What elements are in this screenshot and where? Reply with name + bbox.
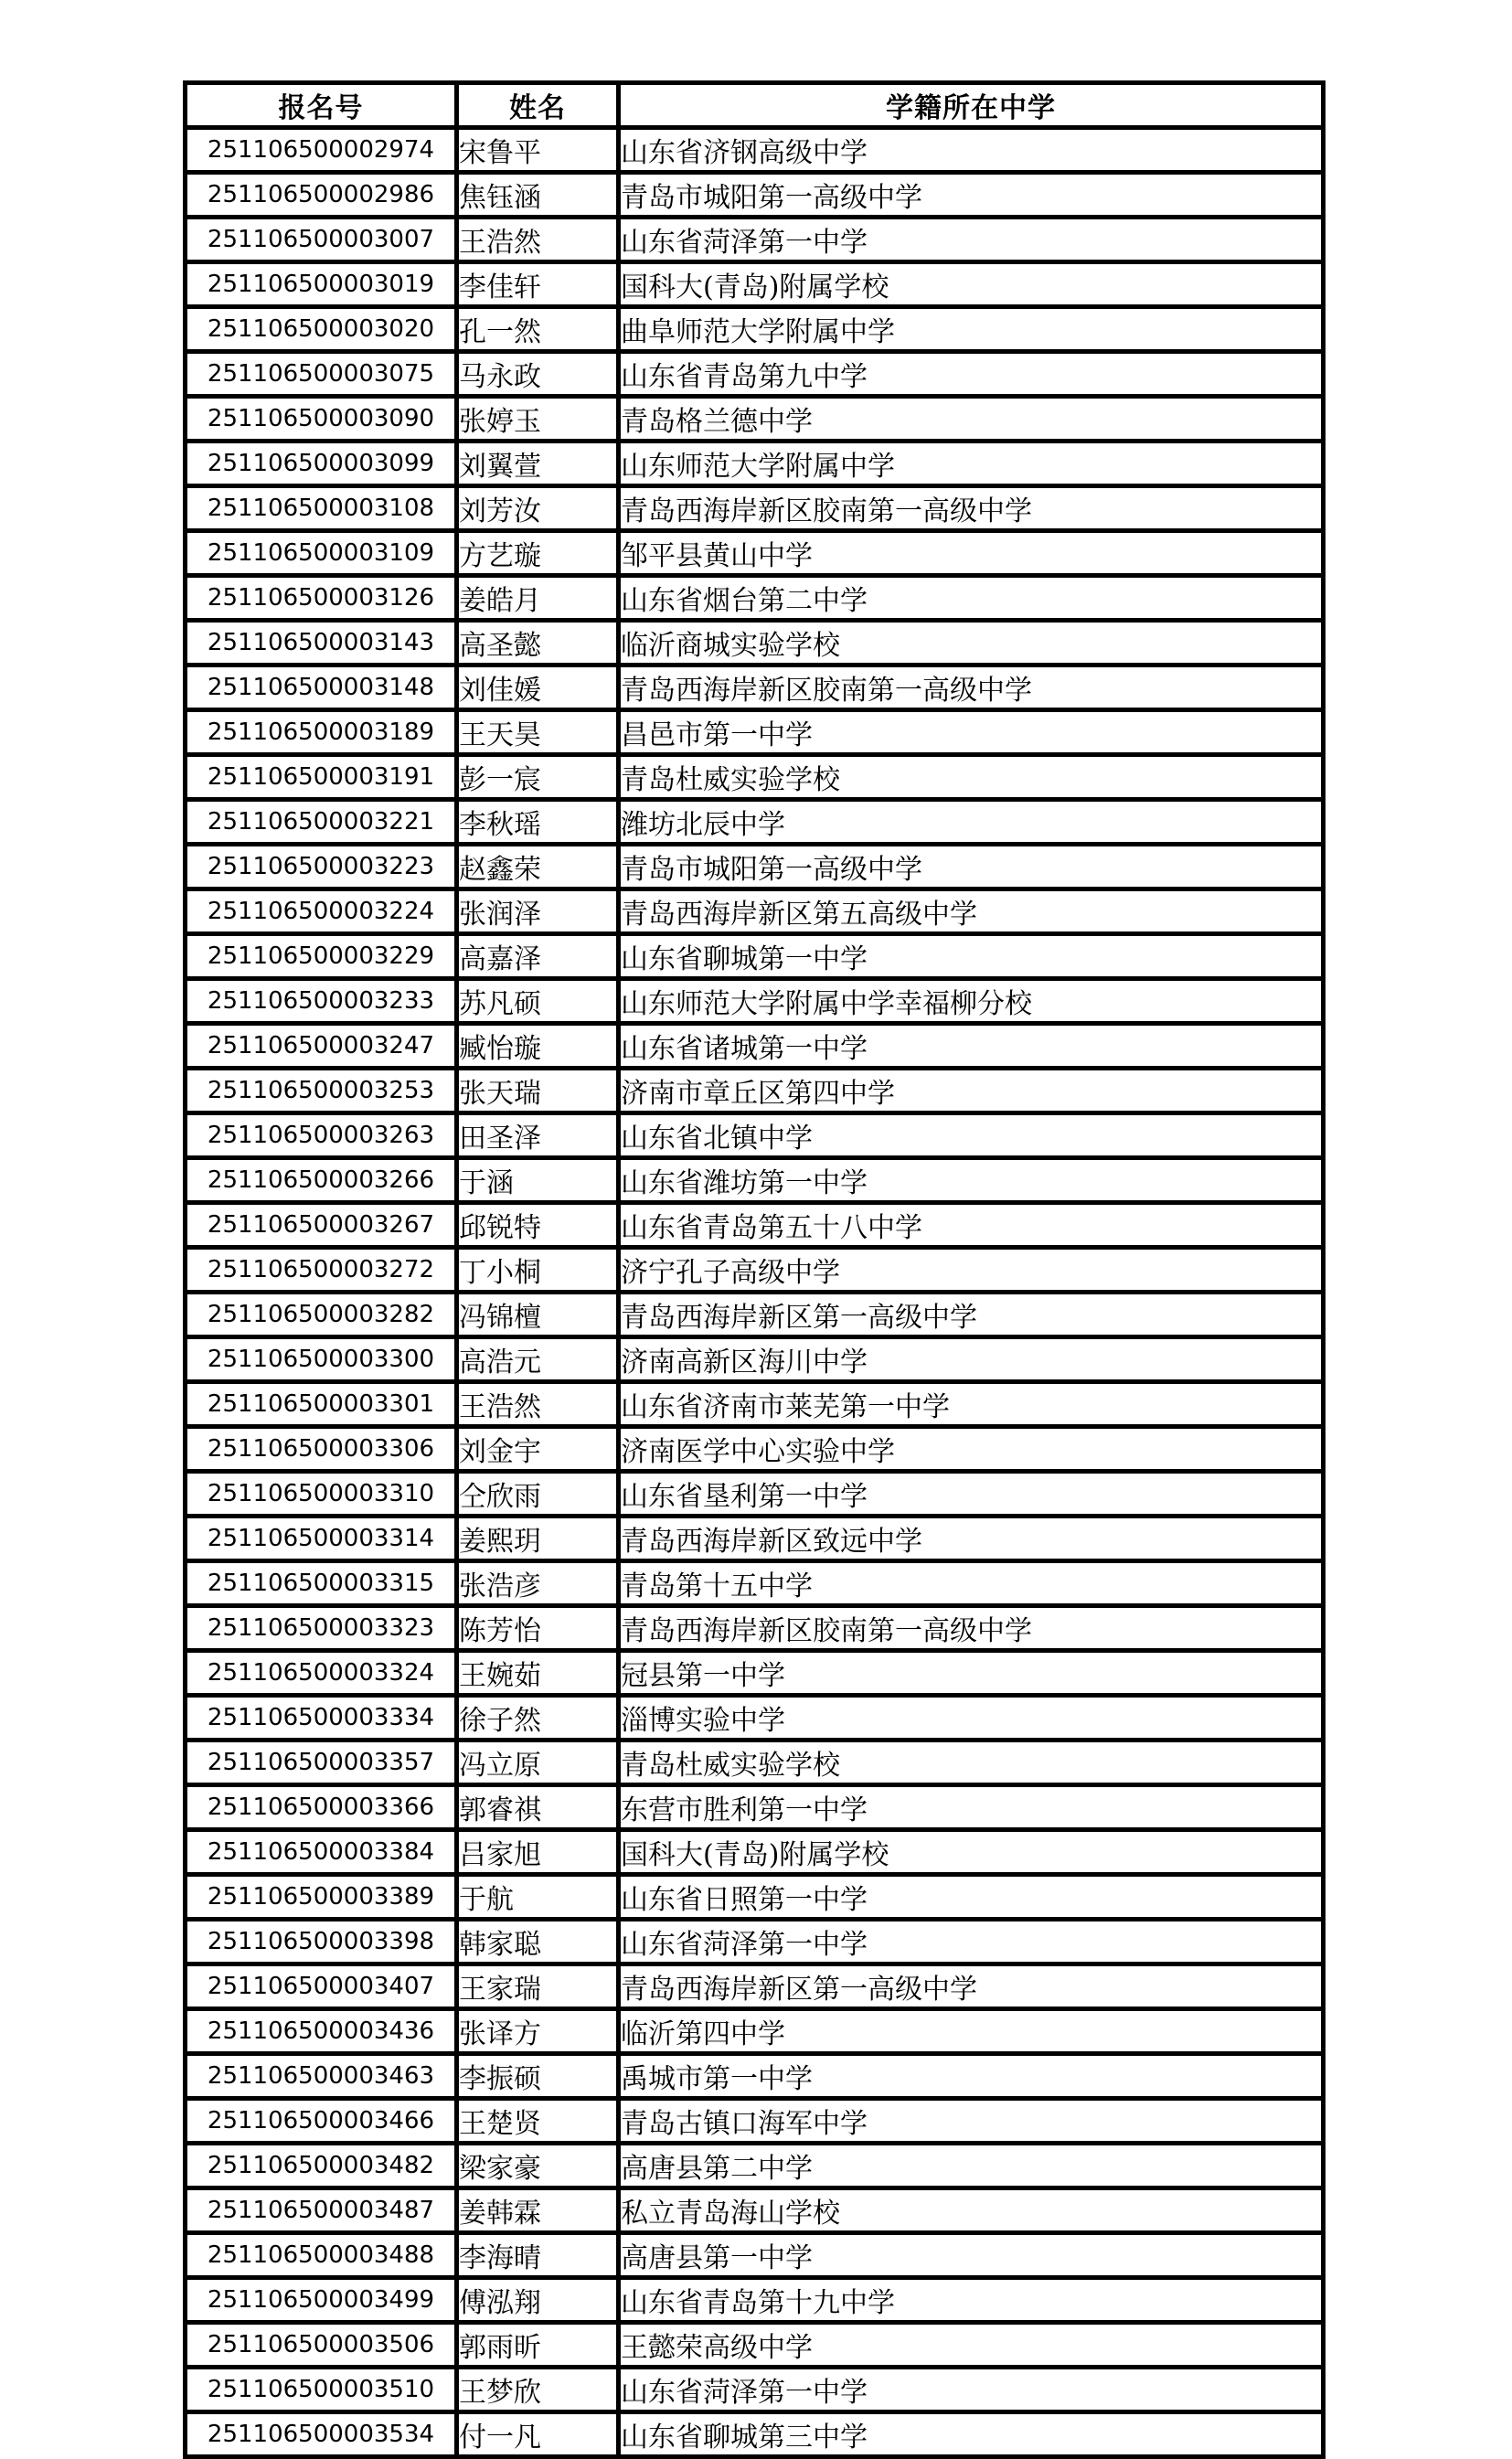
student-name-cell: 李佳轩: [457, 262, 619, 307]
table-row: [186, 1651, 1324, 1696]
table-row: [186, 1561, 1324, 1606]
school-cell: 山东省济南市莱芜第一中学: [619, 1382, 1324, 1427]
table-row: [186, 710, 1324, 755]
table-row: [186, 1696, 1324, 1740]
school-cell: 济南医学中心实验中学: [619, 1427, 1324, 1472]
student-name-cell: 李振硕: [457, 2054, 619, 2099]
table-row: [186, 1964, 1324, 2009]
table-row: [186, 1830, 1324, 1875]
student-name-cell: 姜韩霖: [457, 2188, 619, 2233]
registration-number-cell: 251106500003389: [186, 1875, 457, 1920]
table-row: [186, 352, 1324, 397]
student-name-cell: 陈芳怡: [457, 1606, 619, 1651]
registration-number-cell: 251106500003007: [186, 218, 457, 262]
table-row: [186, 1158, 1324, 1203]
table-row: [186, 2054, 1324, 2099]
school-cell: 青岛西海岸新区胶南第一高级中学: [619, 1606, 1324, 1651]
student-name-cell: 马永政: [457, 352, 619, 397]
table-row: [186, 307, 1324, 352]
table-row: [186, 2099, 1324, 2144]
registration-number-cell: 251106500003506: [186, 2323, 457, 2368]
student-name-cell: 仝欣雨: [457, 1472, 619, 1517]
registration-number-cell: 251106500003534: [186, 2412, 457, 2457]
registration-number-cell: 251106500003300: [186, 1337, 457, 1382]
student-name-cell: 臧怡璇: [457, 1024, 619, 1069]
student-name-cell: 丁小桐: [457, 1248, 619, 1293]
table-row: [186, 1606, 1324, 1651]
school-cell: 济南市章丘区第四中学: [619, 1069, 1324, 1113]
table-row: [186, 665, 1324, 710]
school-cell: 淄博实验中学: [619, 1696, 1324, 1740]
table-row: [186, 1248, 1324, 1293]
table-row: [186, 2233, 1324, 2278]
school-cell: 山东省青岛第十九中学: [619, 2278, 1324, 2323]
student-name-cell: 高嘉泽: [457, 934, 619, 979]
table-row: [186, 397, 1324, 442]
school-cell: 济南高新区海川中学: [619, 1337, 1324, 1382]
registration-number-cell: 251106500003019: [186, 262, 457, 307]
table-row: [186, 2323, 1324, 2368]
table-row: [186, 1203, 1324, 1248]
student-name-cell: 王楚贤: [457, 2099, 619, 2144]
student-name-cell: 韩家聪: [457, 1920, 619, 1964]
table-body: [186, 128, 1324, 2457]
registration-number-cell: 251106500003189: [186, 710, 457, 755]
registration-number-cell: 251106500003384: [186, 1830, 457, 1875]
school-cell: 山东省诸城第一中学: [619, 1024, 1324, 1069]
student-name-cell: 王婉茹: [457, 1651, 619, 1696]
table-row: [186, 2278, 1324, 2323]
student-name-cell: 王家瑞: [457, 1964, 619, 2009]
student-name-cell: 李秋瑶: [457, 800, 619, 845]
registration-number-cell: 251106500003487: [186, 2188, 457, 2233]
school-cell: 禹城市第一中学: [619, 2054, 1324, 2099]
student-name-cell: 刘佳媛: [457, 665, 619, 710]
school-cell: 王懿荣高级中学: [619, 2323, 1324, 2368]
table-row: [186, 934, 1324, 979]
school-cell: 山东省潍坊第一中学: [619, 1158, 1324, 1203]
registration-number-cell: 251106500003314: [186, 1517, 457, 1561]
table-row: [186, 1382, 1324, 1427]
student-name-cell: 方艺璇: [457, 531, 619, 576]
student-name-cell: 冯锦檀: [457, 1293, 619, 1337]
school-cell: 济宁孔子高级中学: [619, 1248, 1324, 1293]
student-name-cell: 冯立原: [457, 1740, 619, 1785]
school-cell: 青岛西海岸新区致远中学: [619, 1517, 1324, 1561]
table-row: [186, 1337, 1324, 1382]
school-cell: 国科大(青岛)附属学校: [619, 1830, 1324, 1875]
student-name-cell: 郭睿祺: [457, 1785, 619, 1830]
school-cell: 高唐县第一中学: [619, 2233, 1324, 2278]
school-cell: 冠县第一中学: [619, 1651, 1324, 1696]
student-name-cell: 张婷玉: [457, 397, 619, 442]
school-cell: 山东省青岛第五十八中学: [619, 1203, 1324, 1248]
student-name-cell: 李海晴: [457, 2233, 619, 2278]
student-name-cell: 高圣懿: [457, 621, 619, 665]
school-cell: 山东省聊城第三中学: [619, 2412, 1324, 2457]
registration-number-cell: 251106500003247: [186, 1024, 457, 1069]
student-name-cell: 宋鲁平: [457, 128, 619, 173]
school-cell: 山东师范大学附属中学: [619, 442, 1324, 486]
registration-number-cell: 251106500003126: [186, 576, 457, 621]
student-name-cell: 张润泽: [457, 889, 619, 934]
registration-list-table: [183, 80, 1326, 2459]
school-cell: 曲阜师范大学附属中学: [619, 307, 1324, 352]
school-cell: 山东省烟台第二中学: [619, 576, 1324, 621]
student-name-cell: 姜熙玥: [457, 1517, 619, 1561]
table-row: [186, 1427, 1324, 1472]
registration-number-cell: 251106500003148: [186, 665, 457, 710]
registration-number-cell: 251106500003323: [186, 1606, 457, 1651]
registration-number-cell: 251106500003075: [186, 352, 457, 397]
table-row: [186, 1875, 1324, 1920]
school-cell: 山东省北镇中学: [619, 1113, 1324, 1158]
registration-number-cell: 251106500003108: [186, 486, 457, 531]
table-row: [186, 531, 1324, 576]
table-row: [186, 800, 1324, 845]
registration-number-cell: 251106500003253: [186, 1069, 457, 1113]
col-header-registration-number: 报名号: [186, 83, 457, 128]
student-name-cell: 于涵: [457, 1158, 619, 1203]
registration-number-cell: 251106500003233: [186, 979, 457, 1024]
registration-number-cell: 251106500003266: [186, 1158, 457, 1203]
registration-number-cell: 251106500003315: [186, 1561, 457, 1606]
school-cell: 青岛杜威实验学校: [619, 1740, 1324, 1785]
registration-number-cell: 251106500003482: [186, 2144, 457, 2188]
school-cell: 山东省垦利第一中学: [619, 1472, 1324, 1517]
student-name-cell: 赵鑫荣: [457, 845, 619, 889]
table-row: [186, 486, 1324, 531]
registration-number-cell: 251106500003223: [186, 845, 457, 889]
school-cell: 青岛西海岸新区第一高级中学: [619, 1964, 1324, 2009]
student-name-cell: 王浩然: [457, 218, 619, 262]
table-row: [186, 621, 1324, 665]
school-cell: 山东省菏泽第一中学: [619, 1920, 1324, 1964]
school-cell: 青岛西海岸新区胶南第一高级中学: [619, 486, 1324, 531]
registration-number-cell: 251106500003510: [186, 2368, 457, 2412]
registration-number-cell: 251106500003463: [186, 2054, 457, 2099]
table-row: [186, 1740, 1324, 1785]
table-row: [186, 576, 1324, 621]
table-row: [186, 1024, 1324, 1069]
school-cell: 青岛杜威实验学校: [619, 755, 1324, 800]
registration-number-cell: 251106500003099: [186, 442, 457, 486]
table-row: [186, 442, 1324, 486]
school-cell: 青岛格兰德中学: [619, 397, 1324, 442]
registration-number-cell: 251106500003398: [186, 1920, 457, 1964]
table-row: [186, 845, 1324, 889]
school-cell: 青岛古镇口海军中学: [619, 2099, 1324, 2144]
table-row: [186, 1920, 1324, 1964]
registration-number-cell: 251106500003263: [186, 1113, 457, 1158]
student-name-cell: 田圣泽: [457, 1113, 619, 1158]
registration-number-cell: 251106500003306: [186, 1427, 457, 1472]
col-header-school: 学籍所在中学: [619, 83, 1324, 128]
table-row: [186, 218, 1324, 262]
table-row: [186, 1517, 1324, 1561]
student-name-cell: 姜皓月: [457, 576, 619, 621]
registration-number-cell: 251106500003466: [186, 2099, 457, 2144]
student-name-cell: 于航: [457, 1875, 619, 1920]
school-cell: 青岛西海岸新区第一高级中学: [619, 1293, 1324, 1337]
school-cell: 昌邑市第一中学: [619, 710, 1324, 755]
registration-number-cell: 251106500002974: [186, 128, 457, 173]
table-row: [186, 979, 1324, 1024]
student-name-cell: 傅泓翔: [457, 2278, 619, 2323]
table-row: [186, 2188, 1324, 2233]
table-row: [186, 1069, 1324, 1113]
registration-number-cell: 251106500003357: [186, 1740, 457, 1785]
table-row: [186, 755, 1324, 800]
registration-number-cell: 251106500003143: [186, 621, 457, 665]
student-name-cell: 梁家豪: [457, 2144, 619, 2188]
registration-number-cell: 251106500003282: [186, 1293, 457, 1337]
student-name-cell: 徐子然: [457, 1696, 619, 1740]
student-name-cell: 王天昊: [457, 710, 619, 755]
student-name-cell: 焦钰涵: [457, 173, 619, 218]
school-cell: 青岛第十五中学: [619, 1561, 1324, 1606]
student-name-cell: 高浩元: [457, 1337, 619, 1382]
student-name-cell: 张天瑞: [457, 1069, 619, 1113]
school-cell: 东营市胜利第一中学: [619, 1785, 1324, 1830]
table-row: [186, 2144, 1324, 2188]
registration-number-cell: 251106500003310: [186, 1472, 457, 1517]
student-name-cell: 孔一然: [457, 307, 619, 352]
student-name-cell: 王浩然: [457, 1382, 619, 1427]
school-cell: 高唐县第二中学: [619, 2144, 1324, 2188]
school-cell: 青岛西海岸新区胶南第一高级中学: [619, 665, 1324, 710]
table-row: [186, 2368, 1324, 2412]
table-row: [186, 262, 1324, 307]
student-name-cell: 张译方: [457, 2009, 619, 2054]
school-cell: 私立青岛海山学校: [619, 2188, 1324, 2233]
registration-number-cell: 251106500002986: [186, 173, 457, 218]
school-cell: 青岛西海岸新区第五高级中学: [619, 889, 1324, 934]
registration-number-cell: 251106500003324: [186, 1651, 457, 1696]
registration-number-cell: 251106500003301: [186, 1382, 457, 1427]
table-row: [186, 1785, 1324, 1830]
school-cell: 国科大(青岛)附属学校: [619, 262, 1324, 307]
registration-number-cell: 251106500003191: [186, 755, 457, 800]
student-name-cell: 苏凡硕: [457, 979, 619, 1024]
registration-number-cell: 251106500003229: [186, 934, 457, 979]
table-header-row: [186, 83, 1324, 128]
registration-number-cell: 251106500003334: [186, 1696, 457, 1740]
student-name-cell: 彭一宸: [457, 755, 619, 800]
table-row: [186, 1293, 1324, 1337]
registration-number-cell: 251106500003020: [186, 307, 457, 352]
registration-number-cell: 251106500003499: [186, 2278, 457, 2323]
student-name-cell: 邱锐特: [457, 1203, 619, 1248]
student-name-cell: 郭雨昕: [457, 2323, 619, 2368]
col-header-student-name: 姓名: [457, 83, 619, 128]
school-cell: 山东省聊城第一中学: [619, 934, 1324, 979]
table-row: [186, 2009, 1324, 2054]
school-cell: 山东师范大学附属中学幸福柳分校: [619, 979, 1324, 1024]
table-row: [186, 1472, 1324, 1517]
student-name-cell: 吕家旭: [457, 1830, 619, 1875]
registration-number-cell: 251106500003224: [186, 889, 457, 934]
registration-number-cell: 251106500003109: [186, 531, 457, 576]
student-name-cell: 王梦欣: [457, 2368, 619, 2412]
school-cell: 邹平县黄山中学: [619, 531, 1324, 576]
school-cell: 山东省日照第一中学: [619, 1875, 1324, 1920]
school-cell: 临沂商城实验学校: [619, 621, 1324, 665]
table-row: [186, 173, 1324, 218]
student-name-cell: 刘翼萱: [457, 442, 619, 486]
school-cell: 山东省济钢高级中学: [619, 128, 1324, 173]
school-cell: 青岛市城阳第一高级中学: [619, 845, 1324, 889]
registration-number-cell: 251106500003407: [186, 1964, 457, 2009]
registration-number-cell: 251106500003267: [186, 1203, 457, 1248]
registration-number-cell: 251106500003272: [186, 1248, 457, 1293]
registration-number-cell: 251106500003090: [186, 397, 457, 442]
registration-number-cell: 251106500003436: [186, 2009, 457, 2054]
table-row: [186, 2412, 1324, 2457]
student-name-cell: 刘金宇: [457, 1427, 619, 1472]
school-cell: 山东省青岛第九中学: [619, 352, 1324, 397]
student-name-cell: 付一凡: [457, 2412, 619, 2457]
student-name-cell: 刘芳汝: [457, 486, 619, 531]
table-row: [186, 889, 1324, 934]
school-cell: 山东省菏泽第一中学: [619, 2368, 1324, 2412]
registration-number-cell: 251106500003221: [186, 800, 457, 845]
school-cell: 潍坊北辰中学: [619, 800, 1324, 845]
student-name-cell: 张浩彦: [457, 1561, 619, 1606]
school-cell: 山东省菏泽第一中学: [619, 218, 1324, 262]
school-cell: 临沂第四中学: [619, 2009, 1324, 2054]
registration-number-cell: 251106500003366: [186, 1785, 457, 1830]
table-row: [186, 128, 1324, 173]
registration-number-cell: 251106500003488: [186, 2233, 457, 2278]
school-cell: 青岛市城阳第一高级中学: [619, 173, 1324, 218]
table-row: [186, 1113, 1324, 1158]
